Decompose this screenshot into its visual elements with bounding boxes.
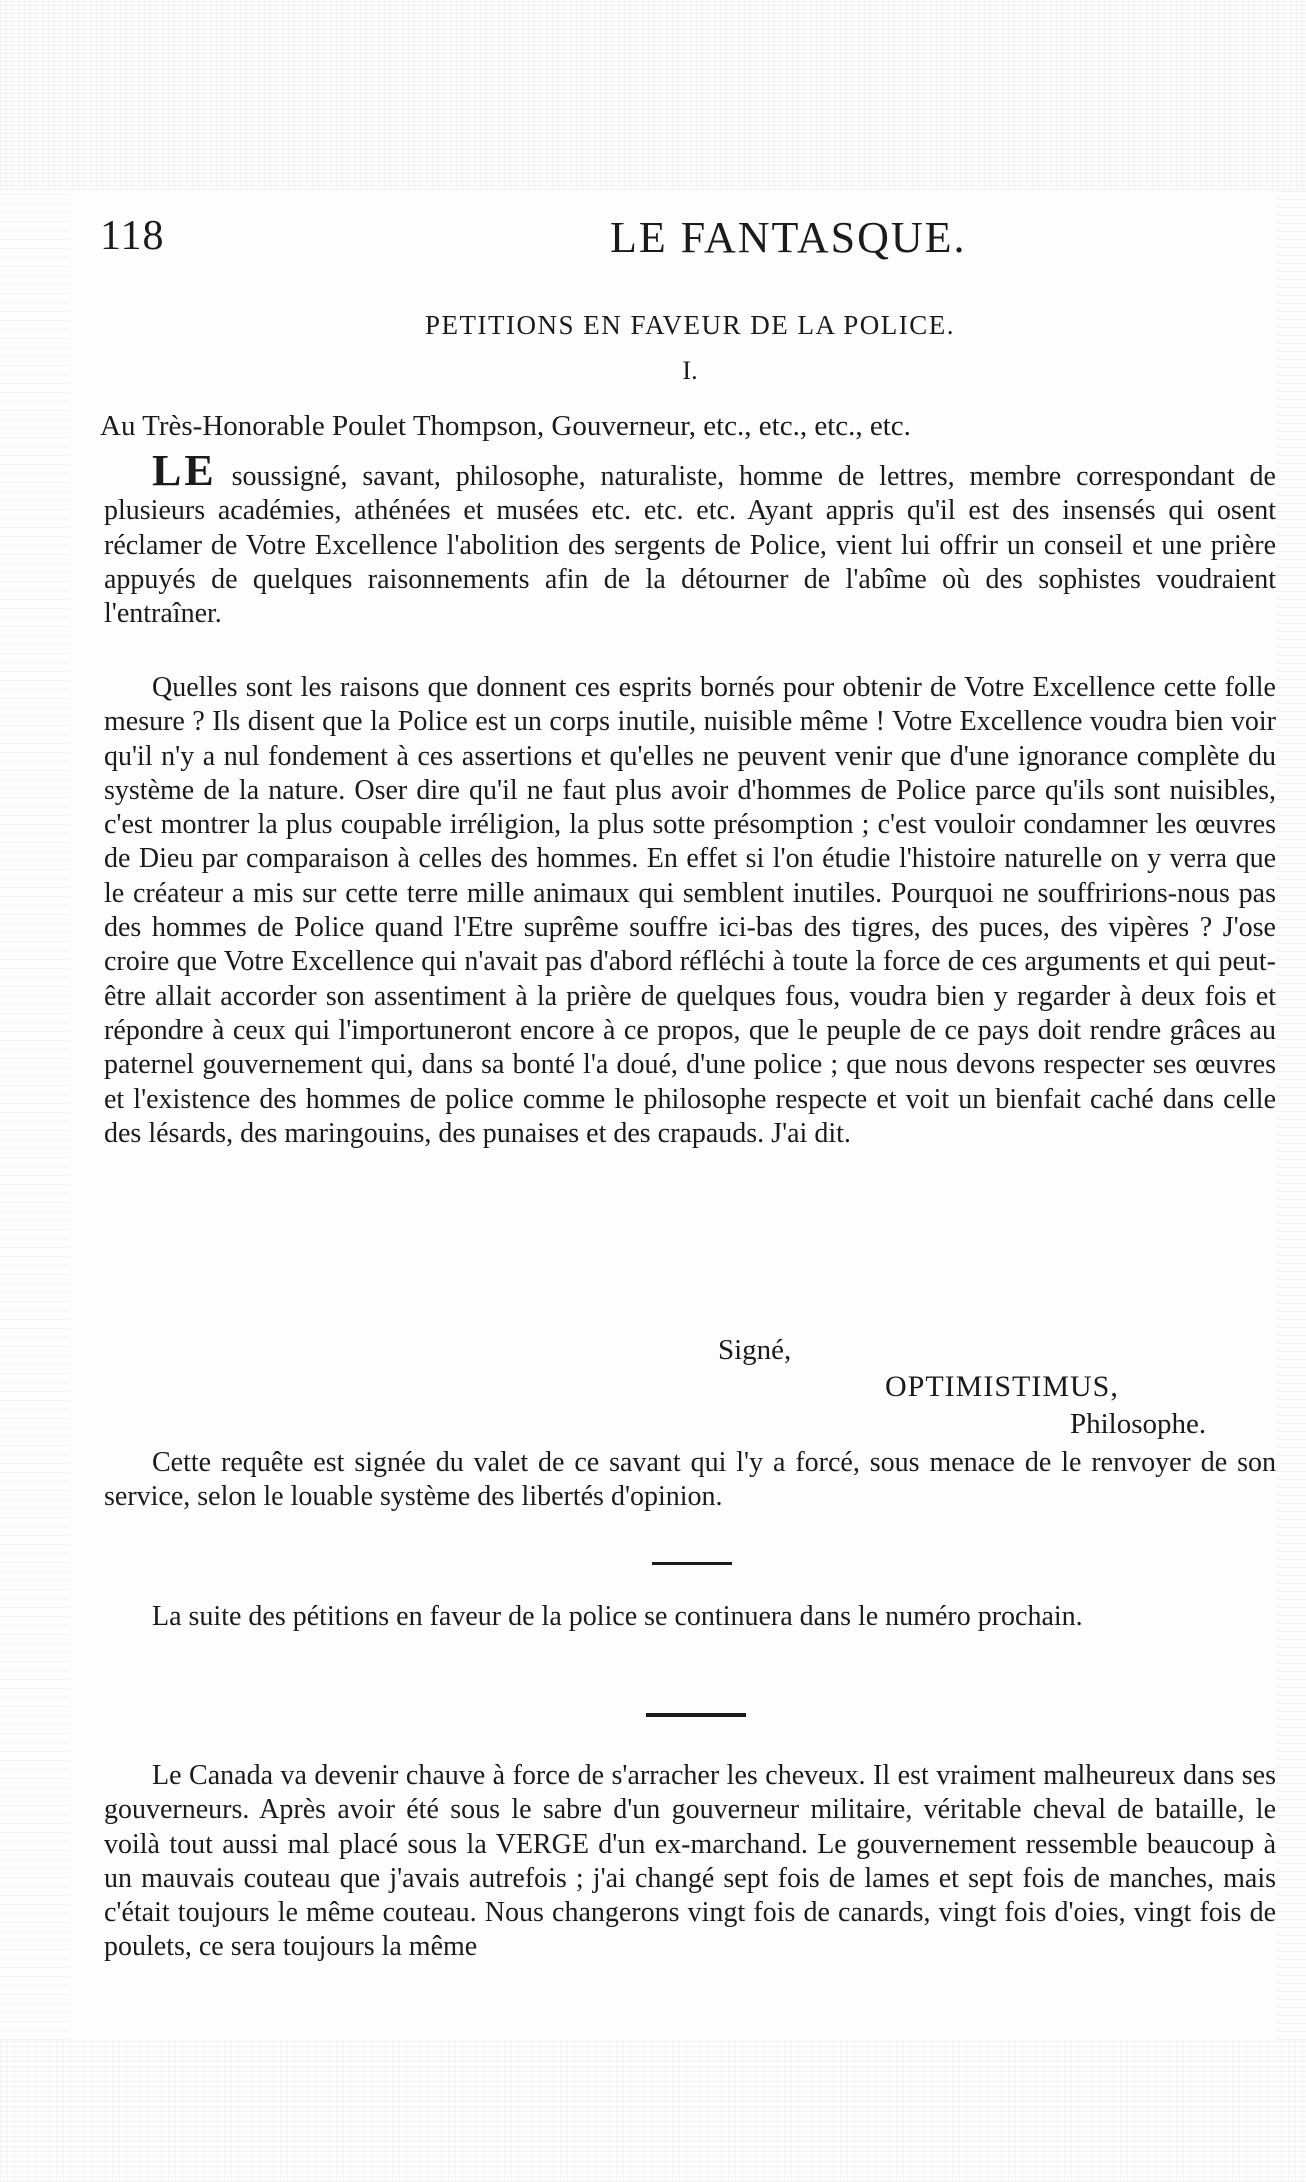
- section-number: I.: [682, 356, 698, 385]
- scan-noise-right: [1276, 190, 1306, 2040]
- paragraph-2: [104, 671, 1276, 1151]
- article-title: PETITIONS EN FAVEUR DE LA POLICE.: [424, 310, 955, 340]
- separator-rule-short: [652, 1562, 732, 1565]
- journal-title: LE FANTASQUE.: [610, 213, 967, 262]
- paragraph-2-text: Quelles sont les raisons que donnent ces esprits bornés pour obtenir de Votre Excellence cette folle mesure ? Ils disent que la Police est un corps inutile, nuisible même ! Votre Excellence voudra bien voir qu'il n'y a nul fondement à ces assertions et qu'elles ne peuvent venir que d'une ignorance complète du système de la nature. Oser dire qu'il ne faut plus avoir d'hommes de Police parce qu'ils sont nuisibles, c'est montrer la plus coupable irréligion, la plus sotte présomption ; c'est vouloir condamner les œuvres de Dieu par comparaison à celles des hommes. En effet si l'on étudie l'histoire naturelle on y verra que le créateur a mis sur cette terre mille animaux qui semblent inutiles. Pourquoi ne souffririons-nous pas des hommes de Police quand l'Etre suprême souffre ici-bas des tigres, des puces, des vipères ? J'ose croire que Votre Excellence qui n'avait pas d'abord réfléchi à toute la force de ces arguments et qui peut-être allait accorder son assentiment à la prière de quelques fous, voudra bien y regarder à deux fois et répondre à ceux qui l'importuneront encore à ce propos, que le peuple de ce pays doit rendre grâces au paternel gouvernement qui, dans sa bonté l'a doué, d'une police ; que nous devons respecter ses œuvres et l'existence des hommes de police comme le philosophe respecte et voit un bienfait caché dans celle des lésards, des maringouins, des punaises et des crapauds. J'ai dit.: [104, 672, 1276, 1149]
- paragraph-5-text: Le Canada va devenir chauve à force de s'arracher les cheveux. Il est vraiment malheureux dans ses gouverneurs. Après avoir été sous le sabre d'un gouverneur militaire, véritable cheval de bataille, le voilà tout aussi mal placé sous la VERGE d'un ex-marchand. Le gouvernement ressemble beaucoup à un mauvais couteau que j'avais autrefois ; j'ai changé sept fois de lames et sept fois de manches, mais c'était toujours le même couteau. Nous changerons vingt fois de canards, vingt fois d'oies, vingt fois de poulets, ce sera toujours la même: [104, 1760, 1276, 1963]
- signed-label: Signé,: [718, 1334, 792, 1366]
- drop-cap: LE: [152, 446, 217, 495]
- paragraph-1-text: soussigné, savant, philosophe, naturaliste, homme de lettres, membre correspondant de plusieurs académies, athénées et musées etc. etc. etc. Ayant appris qu'il est des insensés qui osent réclamer de Votre Excellence l'abolition des sergents de Police, vient lui offrir un conseil et une prière appuyés de quelques raisonnements afin de la détourner de l'abîme où des sophistes voudraient l'entraîner.: [104, 461, 1276, 630]
- paragraph-3: [104, 1446, 1276, 1515]
- scan-noise-left: [0, 190, 70, 2040]
- paragraph-5: [104, 1759, 1276, 1965]
- addressee-line: Au Très-Honorable Poulet Thompson, Gouverneur, etc., etc., etc., etc.: [100, 410, 911, 442]
- scan-noise-top: [0, 0, 1306, 190]
- separator-rule-long: [646, 1713, 746, 1717]
- signature-title: Philosophe.: [1070, 1408, 1207, 1440]
- signature-name: OPTIMISTIMUS,: [885, 1370, 1119, 1403]
- scan-noise-bottom: [0, 2040, 1306, 2182]
- paragraph-4: [104, 1600, 1276, 1634]
- paragraph-1: [104, 446, 1276, 631]
- running-header: [100, 212, 1280, 272]
- paragraph-3-text: Cette requête est signée du valet de ce savant qui l'y a forcé, sous menace de le renvoyer de son service, selon le louable système des libertés d'opinion.: [104, 1447, 1276, 1513]
- page-number: 118: [100, 213, 165, 259]
- paragraph-4-text: La suite des pétitions en faveur de la police se continuera dans le numéro prochain.: [152, 1601, 1083, 1632]
